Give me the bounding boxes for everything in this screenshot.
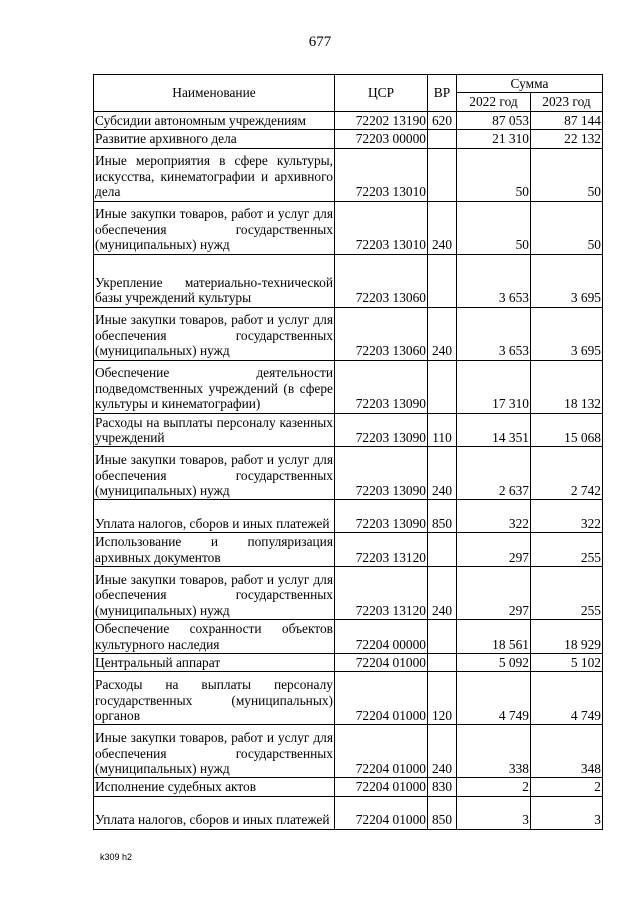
row-csr-cell: 72204 01000 [335, 725, 428, 778]
footer-code: k309 h2 [100, 852, 133, 862]
row-csr-cell: 72204 01000 [335, 654, 428, 672]
table-row [94, 201, 603, 254]
table-body [94, 111, 603, 829]
row-name-cell: Иные мероприятия в сфере культуры, искусства, кинематографии и архивного дела [94, 148, 335, 201]
table-row [94, 111, 603, 129]
row-name-cell: Иные закупки товаров, работ и услуг для обеспечения государственных (муниципальных) нужд [94, 567, 335, 620]
row-csr-cell: 72204 01000 [335, 796, 428, 829]
row-name-cell: Иные закупки товаров, работ и услуг для обеспечения государственных (муниципальных) нужд [94, 201, 335, 254]
row-csr-cell: 72204 01000 [335, 778, 428, 796]
row-vr-cell [428, 533, 457, 567]
row-csr-cell: 72203 13060 [335, 254, 428, 307]
row-sum-2023-cell: 50 [531, 201, 603, 254]
header-name: Наименование [94, 75, 335, 112]
table-row [94, 725, 603, 778]
row-csr-cell: 72203 13090 [335, 413, 428, 447]
row-sum-2023-cell: 348 [531, 725, 603, 778]
header-year-2023: 2023 год [531, 93, 603, 111]
row-sum-2022-cell: 3 653 [457, 254, 531, 307]
row-sum-2022-cell: 18 561 [457, 620, 531, 654]
row-sum-2023-cell: 5 102 [531, 654, 603, 672]
row-sum-2022-cell: 3 653 [457, 307, 531, 360]
row-vr-cell: 120 [428, 672, 457, 725]
table-row [94, 360, 603, 413]
row-sum-2022-cell: 50 [457, 201, 531, 254]
table-row [94, 254, 603, 307]
row-csr-cell: 72203 13090 [335, 360, 428, 413]
row-name-cell: Иные закупки товаров, работ и услуг для обеспечения государственных (муниципальных) нужд [94, 307, 335, 360]
row-vr-cell: 240 [428, 447, 457, 500]
row-sum-2023-cell: 87 144 [531, 111, 603, 129]
row-vr-cell [428, 130, 457, 148]
row-sum-2022-cell: 3 [457, 796, 531, 829]
table-row [94, 533, 603, 567]
table-row [94, 148, 603, 201]
row-sum-2023-cell: 50 [531, 148, 603, 201]
row-vr-cell: 240 [428, 201, 457, 254]
row-sum-2022-cell: 5 092 [457, 654, 531, 672]
row-sum-2023-cell: 4 749 [531, 672, 603, 725]
row-name-cell: Уплата налогов, сборов и иных платежей [94, 796, 335, 829]
row-sum-2023-cell: 2 742 [531, 447, 603, 500]
table-row [94, 654, 603, 672]
row-name-cell: Использование и популяризация архивных документов [95, 534, 333, 565]
row-sum-2023-cell: 3 [531, 796, 603, 829]
row-csr-cell: 72204 01000 [335, 672, 428, 725]
row-csr-cell: 72203 13010 [335, 148, 428, 201]
row-vr-cell: 830 [428, 778, 457, 796]
table-row [94, 500, 603, 533]
row-csr-cell: 72203 00000 [335, 130, 428, 148]
row-vr-cell: 240 [428, 567, 457, 620]
row-sum-2023-cell: 22 132 [531, 130, 603, 148]
row-sum-2023-cell: 322 [531, 500, 603, 533]
header-vr: ВР [428, 75, 457, 112]
row-vr-cell: 110 [428, 413, 457, 447]
row-sum-2022-cell: 50 [457, 148, 531, 201]
table-row [94, 307, 603, 360]
row-sum-2023-cell: 18 132 [531, 360, 603, 413]
table-row [94, 413, 603, 447]
row-name-cell: Укрепление материально-технической базы учреждений культуры [94, 254, 335, 307]
row-csr-cell: 72203 13010 [335, 201, 428, 254]
row-name-cell: Иные закупки товаров, работ и услуг для обеспечения государственных (муниципальных) нужд [94, 447, 335, 500]
row-sum-2022-cell: 297 [457, 533, 531, 567]
row-sum-2023-cell: 255 [531, 567, 603, 620]
row-name-cell: Уплата налогов, сборов и иных платежей [94, 500, 335, 533]
row-vr-cell: 850 [428, 500, 457, 533]
row-name-cell: Расходы на выплаты персоналу государственных (муниципальных) органов [94, 672, 335, 725]
row-vr-cell [428, 148, 457, 201]
row-csr-cell: 72203 13090 [335, 500, 428, 533]
row-name-cell: Расходы на выплаты персоналу казенных учреждений [95, 414, 333, 446]
row-vr-cell [428, 360, 457, 413]
row-sum-2023-cell: 15 068 [531, 413, 603, 447]
row-sum-2022-cell: 87 053 [457, 111, 531, 129]
row-csr-cell: 72203 13090 [335, 447, 428, 500]
row-sum-2022-cell: 4 749 [457, 672, 531, 725]
row-vr-cell: 620 [428, 111, 457, 129]
row-csr-cell: 72204 00000 [335, 620, 428, 654]
row-csr-cell: 72203 13120 [335, 533, 428, 567]
row-vr-cell: 240 [428, 725, 457, 778]
row-sum-2022-cell: 2 [457, 778, 531, 796]
table-row [94, 447, 603, 500]
table-row [94, 796, 603, 829]
row-csr-cell: 72203 13060 [335, 307, 428, 360]
row-csr-cell: 72202 13190 [335, 111, 428, 129]
row-sum-2023-cell: 3 695 [531, 307, 603, 360]
row-name-cell: Иные закупки товаров, работ и услуг для обеспечения государственных (муниципальных) нужд [94, 725, 335, 778]
table-row [94, 778, 603, 796]
table-row [94, 567, 603, 620]
row-name-cell: Развитие архивного дела [94, 130, 335, 148]
row-name-cell: Обеспечение деятельности подведомственных учреждений (в сфере культуры и кинематографии) [94, 360, 335, 413]
header-year-2022: 2022 год [457, 93, 531, 111]
row-sum-2022-cell: 2 637 [457, 447, 531, 500]
row-name-cell: Исполнение судебных актов [94, 778, 335, 796]
row-sum-2022-cell: 17 310 [457, 360, 531, 413]
row-sum-2023-cell: 3 695 [531, 254, 603, 307]
row-sum-2022-cell: 322 [457, 500, 531, 533]
header-csr: ЦСР [335, 75, 428, 112]
row-sum-2022-cell: 297 [457, 567, 531, 620]
row-name-cell: Субсидии автономным учреждениям [94, 111, 335, 129]
table-row [94, 130, 603, 148]
row-vr-cell: 850 [428, 796, 457, 829]
row-vr-cell [428, 620, 457, 654]
page-number: 677 [308, 34, 332, 50]
row-vr-cell: 240 [428, 307, 457, 360]
row-sum-2023-cell: 18 929 [531, 620, 603, 654]
header-sum: Сумма [457, 75, 603, 93]
row-vr-cell [428, 654, 457, 672]
row-sum-2022-cell: 21 310 [457, 130, 531, 148]
row-sum-2022-cell: 14 351 [457, 413, 531, 447]
row-vr-cell [428, 254, 457, 307]
row-sum-2022-cell: 338 [457, 725, 531, 778]
row-name-cell: Центральный аппарат [94, 654, 335, 672]
budget-table [93, 74, 603, 830]
table-row [94, 620, 603, 654]
row-sum-2023-cell: 255 [531, 533, 603, 567]
table-row [94, 672, 603, 725]
row-csr-cell: 72203 13120 [335, 567, 428, 620]
row-sum-2023-cell: 2 [531, 778, 603, 796]
row-name-cell: Обеспечение сохранности объектов культурного наследия [95, 621, 333, 652]
